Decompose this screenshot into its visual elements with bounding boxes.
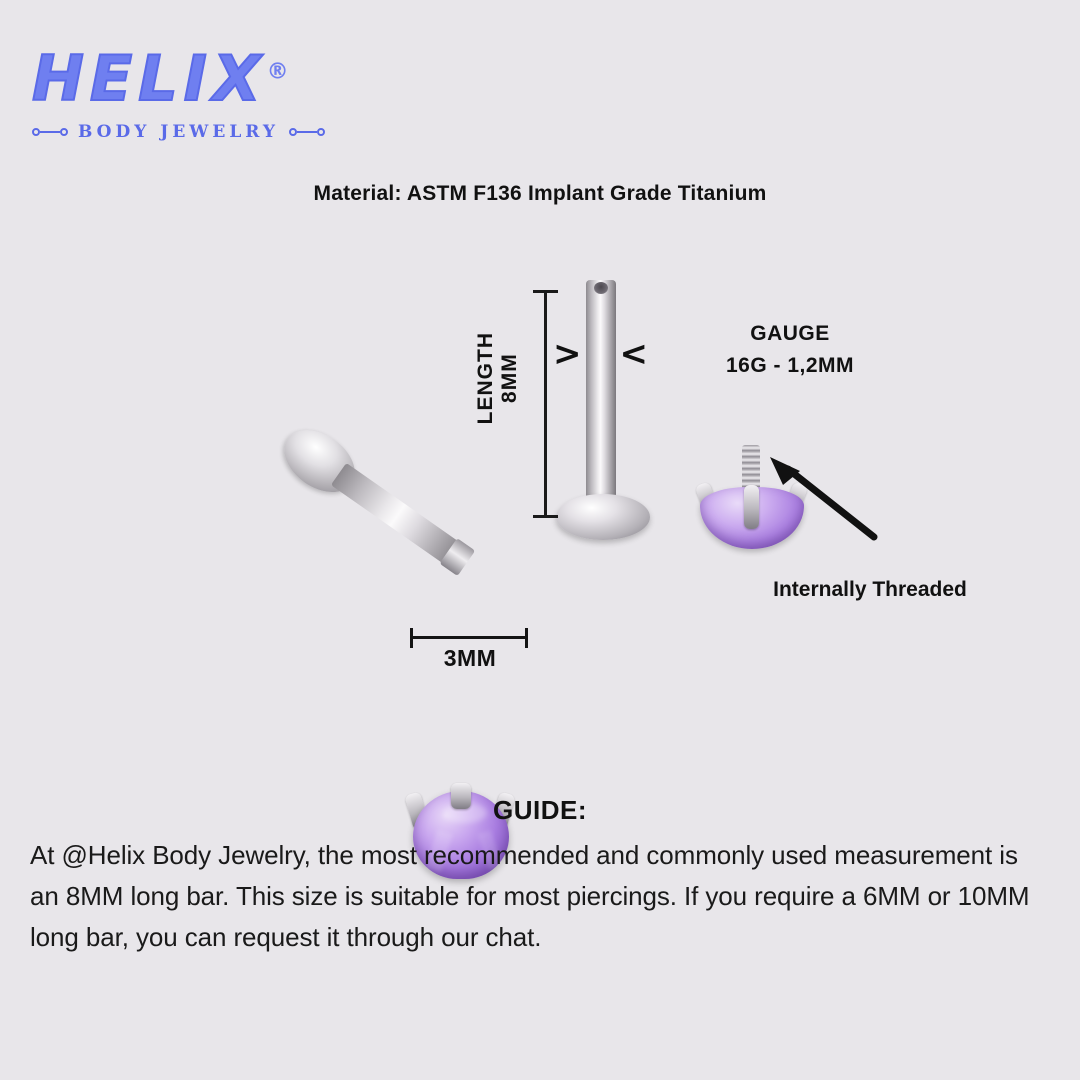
registered-trademark-icon: ® <box>266 59 289 85</box>
gauge-arrows-icon: >< <box>553 334 686 374</box>
product-diagram <box>0 250 1080 720</box>
threaded-arrow-icon <box>762 455 882 545</box>
guide-text: At @Helix Body Jewelry, the most recommended and commonly used measurement is an 8MM long bar. This size is suitable for most piercings. If you require a 6MM or 10MM long bar, you can request it through our chat. <box>30 840 1030 953</box>
labret-assembled-illustration <box>159 409 521 771</box>
length-label-line1: LENGTH <box>473 331 497 425</box>
barbell-icon-right <box>289 126 325 138</box>
guide-title: GUIDE: <box>493 795 587 825</box>
internal-thread-hole-icon <box>594 282 608 294</box>
width-measure-line <box>410 636 528 639</box>
brand-tagline: BODY JEWELRY <box>78 122 280 142</box>
barbell-icon-left <box>32 126 68 138</box>
length-label-line2: 8MM <box>498 353 521 403</box>
brand-tagline-row <box>32 122 372 142</box>
post-flat-back-icon <box>556 494 650 540</box>
length-measure-cap-bottom <box>533 515 558 518</box>
brand-logo <box>32 42 372 142</box>
length-measure-line <box>544 290 547 518</box>
prong-right-piece-center-icon <box>744 485 759 529</box>
internally-threaded-label: Internally Threaded <box>773 578 967 601</box>
gauge-title: GAUGE <box>750 322 830 345</box>
material-heading: Material: ASTM F136 Implant Grade Titanium <box>313 182 767 205</box>
width-label: 3MM <box>443 645 497 671</box>
length-label <box>474 328 522 428</box>
length-measure-cap-top <box>533 290 558 293</box>
brand-wordmark <box>32 42 372 115</box>
post-shaft-icon <box>586 280 616 512</box>
gauge-callout <box>660 318 920 381</box>
brand-wordmark-text: HELIX <box>32 42 267 115</box>
gauge-value: 16G - 1,2MM <box>725 353 855 377</box>
